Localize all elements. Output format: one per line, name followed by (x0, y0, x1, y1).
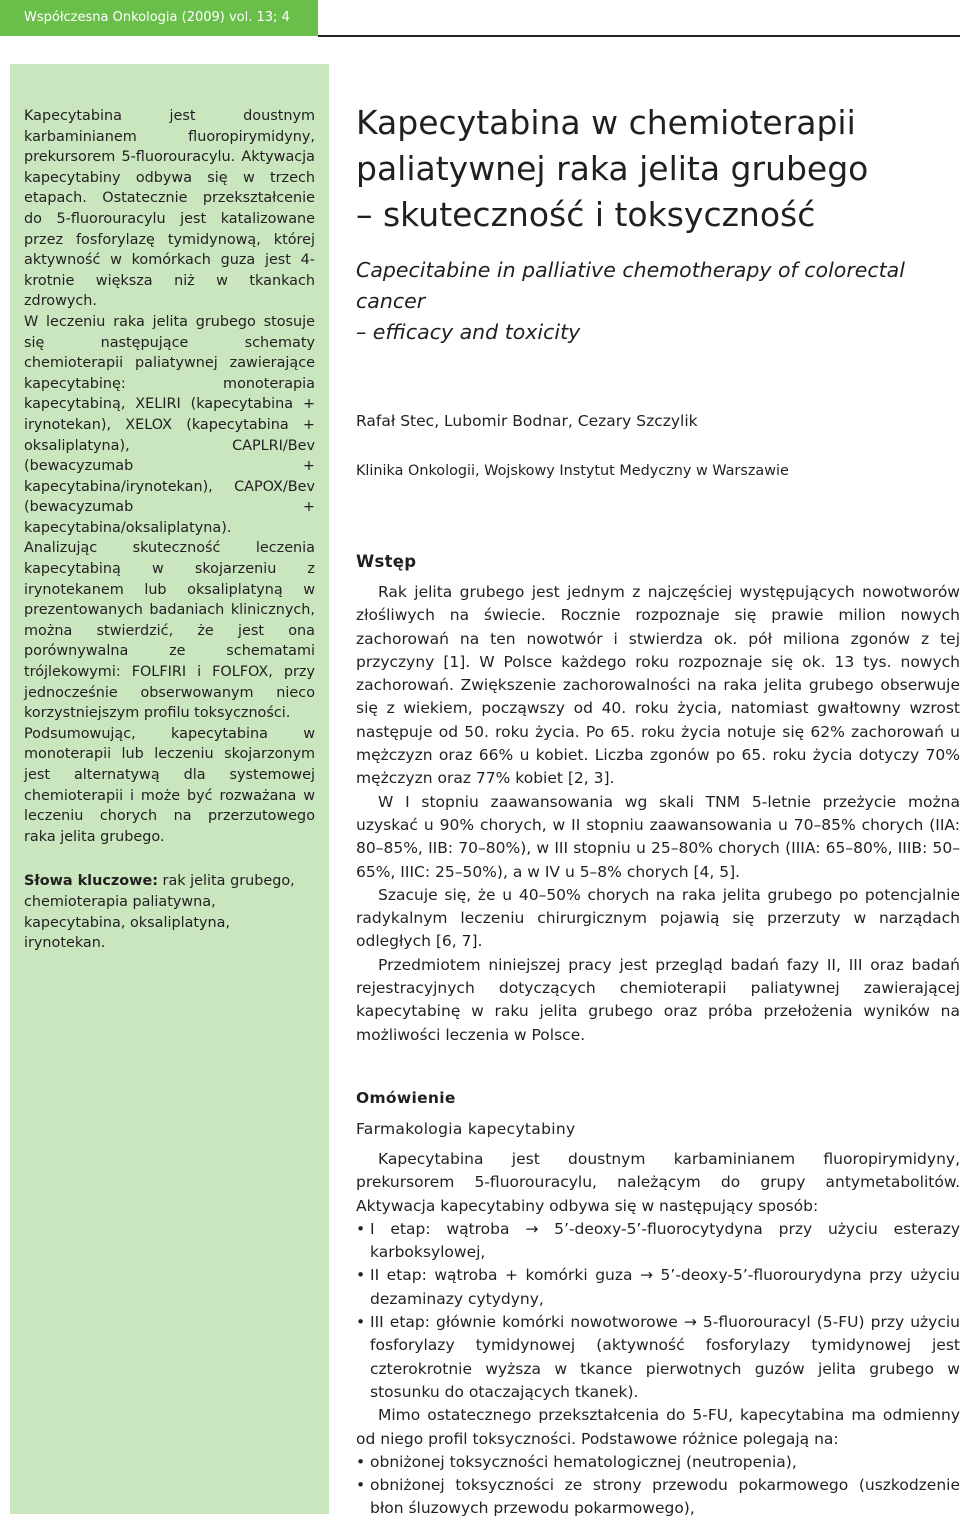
intro-body (356, 581, 960, 1047)
title-pl-line: – skuteczność i toksyczność (356, 195, 816, 234)
discussion-paragraph: Kapecytabina jest doustnym karbaminianem fluoropirymidyny, prekursorem 5-fluorouracylu, należącym do grupy antymetabolitów. Aktywacja kapecytabiny odbywa się w następujący sposób: (356, 1149, 960, 1215)
intro-paragraph: Przedmiotem niniejszej pracy jest przegląd badań fazy II, III oraz badań rejestracyjnych dotyczących chemioterapii paliatywnej zawierającej kapecytabinę w raku jelita grubego oraz próba przełożenia wyników na możliwości leczenia w Polsce. (356, 955, 960, 1044)
abstract-paragraph: Podsumowując, kapecytabina w monoterapii lub leczeniu skojarzonym jest alternatywą dla systemowej chemioterapii i może być rozważana w leczeniu chorych na przerzutowego raka jelita grubego. (24, 725, 315, 845)
journal-citation: Współczesna Onkologia (2009) vol. 13; 4 (167–176) (24, 10, 290, 61)
intro-paragraph: W I stopniu zaawansowania wg skali TNM 5-letnie przeżycie można uzyskać u 90% chorych, w II stopniu zaawansowania u 70–85% chorych (IIA: 80–85%, IIB: 70–80%), w III stopniu u 25–80% chorych (IIIA: 65–80%, IIIB: 50–65%, IIIC: 25–50%), a w IV u 5–8% chorych [4, 5]. (356, 792, 960, 881)
abstract (24, 106, 315, 847)
bullet-icon: • (356, 1219, 366, 1238)
article-title-en (356, 255, 960, 348)
section-heading-discussion: Omówienie (356, 1088, 456, 1107)
activation-steps-list (356, 1218, 960, 1404)
list-item-text: II etap: wątroba + komórki guza → 5’-deoxy-5’-fluorourydyna przy użyciu dezaminazy cytydyny, (370, 1266, 960, 1308)
title-en-line: Capecitabine in palliative chemotherapy of colorectal cancer (356, 258, 905, 313)
list-item (356, 1311, 960, 1404)
keywords-label: Słowa kluczowe: (24, 873, 158, 890)
abstract-paragraph: Kapecytabina jest doustnym karbaminianem fluoropirymidyny, prekursorem 5-fluorouracylu. Aktywacja kapecytabiny odbywa się w trzech etapach. Ostatecznie przekształcenie do 5-fluorouracylu jest katalizowane przez fosforylazę tymidynową, której aktywność w komórkach guza jest 4-krotnie większa niż w tkankach zdrowych. (24, 108, 315, 310)
journal-citation-tab (0, 0, 318, 61)
list-item-text: obniżonej toksyczności hematologicznej (neutropenia), (370, 1452, 797, 1471)
keywords-text: rak jelita grubego, chemioterapia paliatywna, kapecytabina, oksaliplatyna, irynotekan. (24, 873, 295, 952)
list-item (356, 1451, 960, 1474)
keywords (24, 871, 315, 953)
list-item-text: III etap: głównie komórki nowotworowe → 5-fluorouracyl (5-FU) przy użyciu fosforylazy tymidynowej (aktywność fosforylazy tymidynowej jest czterokrotnie wyższa w tkance pierwotnych guzów jelita grubego w stosunku do otaczających tkanek). (370, 1313, 960, 1401)
list-item (356, 1264, 960, 1311)
list-item-text: obniżonej toksyczności ze strony przewodu pokarmowego (uszkodzenie błon śluzowych przewodu pokarmowego), (370, 1476, 960, 1518)
affiliation: Klinika Onkologii, Wojskowy Instytut Medyczny w Warszawie (356, 463, 789, 479)
bullet-icon: • (356, 1266, 366, 1285)
bullet-icon: • (356, 1452, 366, 1471)
list-item-text: I etap: wątroba → 5’-deoxy-5’-fluorocytydyna przy użyciu esterazy karboksylowej, (370, 1219, 960, 1262)
intro-paragraph: Rak jelita grubego jest jednym z najczęściej występujących nowotworów złośliwych na świecie. Rocznie rozpoznaje się prawie milion nowych zachorowań na ten nowotwór i stwierdza ok. pół miliona zgonów z tej przyczyny [1]. W Polsce każdego roku rozpoznaje się ok. 13 tys. nowych zachorowań. Zwiększenie zachorowalności na raka jelita grubego obserwuje się z wiekiem, począwszy od 40. roku życia, natomiast gwałtowny wzrost następuje od 50. roku życia. Po 65. roku życia notuje się 62% zachorowań u mężczyzn oraz 66% u kobiet. Liczba zgonów po 65. roku życia dotyczy 70% mężczyzn oraz 77% kobiet [2, 3]. (356, 583, 960, 788)
title-pl-line: Kapecytabina w chemioterapii (356, 103, 856, 142)
article-main (356, 100, 960, 1521)
subsection-heading-pharmacology: Farmakologia kapecytabiny (356, 1119, 576, 1138)
article-title-pl (356, 100, 960, 238)
bullet-icon: • (356, 1476, 366, 1495)
abstract-paragraph: Analizując skuteczność leczenia kapecytabiną w skojarzeniu z irynotekanem lub oksaliplatyną w prezentowanych badaniach klinicznych, można stwierdzić, że jest ona porównywalna ze schematami trójlekowymi: FOLFIRI i FOLFOX, przy jednocześnie obserwowanym nieco korzystniejszym profilu toksyczności. (24, 540, 315, 722)
title-pl-line: paliatywnej raka jelita grubego (356, 149, 869, 188)
list-item (356, 1474, 960, 1521)
discussion-body (356, 1148, 960, 1521)
title-en-line: – efficacy and toxicity (356, 320, 581, 344)
section-heading-intro: Wstęp (356, 552, 417, 571)
differences-list (356, 1451, 960, 1521)
abstract-paragraph: W leczeniu raka jelita grubego stosuje się następujące schematy chemioterapii paliatywnej zawierające kapecytabinę: monoterapia kapecytabiną, XELIRI (kapecytabina + irynotekan), XELOX (kapecytabina + oksaliplatyna), CAPLRI/Bev (bewacyzumab + kapecytabina/irynotekan), CAPOX/Bev (bewacyzumab + kapecytabina/oksaliplatyna). (24, 313, 315, 536)
bullet-icon: • (356, 1313, 366, 1332)
discussion-paragraph: Mimo ostatecznego przekształcenia do 5-FU, kapecytabina ma odmienny od niego profil toksyczności. Podstawowe różnice polegają na: (356, 1406, 960, 1448)
header-rule (318, 35, 960, 37)
authors: Rafał Stec, Lubomir Bodnar, Cezary Szczylik (356, 412, 698, 430)
abstract-sidebar (10, 64, 329, 1514)
list-item (356, 1218, 960, 1265)
intro-paragraph: Szacuje się, że u 40–50% chorych na raka jelita grubego po potencjalnie radykalnym leczeniu chirurgicznym pojawią się przerzuty w narządach odległych [6, 7]. (356, 885, 960, 951)
